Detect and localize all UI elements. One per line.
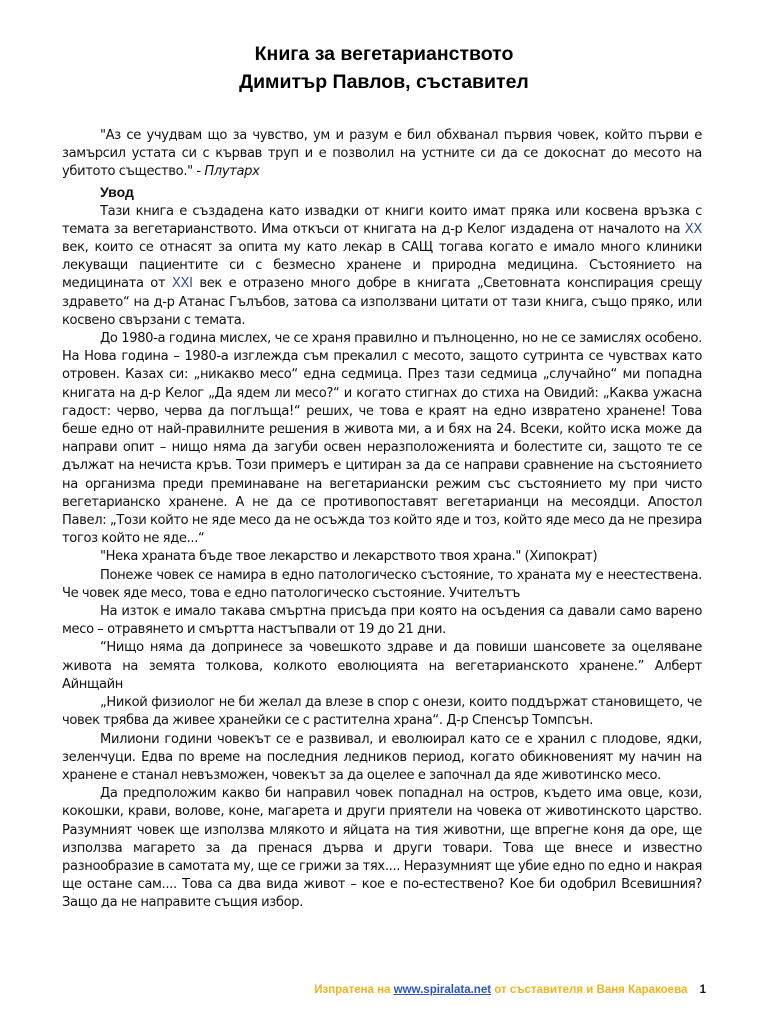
- document-subtitle: Димитър Павлов, съставител: [239, 71, 529, 93]
- paragraph-intro: [62, 203, 702, 330]
- paragraph-island: Да предположим какво би направил човек попаднал на остров, където има овце, кози, кокошки, крави, волове, коне, магарета и други приятели на човека от животинското царство. Разумният човек ще използва млякото и яйцата на тия животни, ще впрегне коня да оре, ще използва магарето за да пренася дърва и други товари. Това ще внесе и известно разнообразие в самотата му, ще се грижи за тях.... Неразумният ще убие едно по едно и накрая ще остане сам.... Това са два вида живот – кое е по-естествено? Кое би одобрил Всевишния? Защо да не направите същия избор.: [62, 786, 702, 911]
- document-title: Книга за вегетарианството: [254, 43, 514, 65]
- page-number: 1: [699, 984, 706, 996]
- section-heading: Увод: [100, 183, 134, 200]
- footer-suffix: от съставителя и Ваня Каракоева: [494, 984, 688, 996]
- footer-prefix: Изпратена на: [314, 984, 391, 996]
- page-footer: [314, 982, 706, 998]
- document-header: [0, 40, 768, 96]
- footer-website-link[interactable]: www.spiralata.net: [393, 984, 492, 996]
- paragraph-personal-story: До 1980-а година мислех, че се храня правилно и пълноценно, но не се замислях особено. На Нова година – 1980-а изглежда съм прекалил с месото, защото сутринта се чувствах като отровен. Казах си: „никакво месо“ една седмица. През тази седмица „случайно“ ми попадна книгата на д-р Келог „Да ядем ли месо?“ и когато стигнах до стиха на Овидий: „Каква ужасна гадост: черво, черва да поглъща!“ реших, че това е краят на едно извратено хранене! Това беше едно от най-правилните решения в живота ми, а и бях на 24. Всеки, който иска може да направи опит – нищо няма да загуби освен неразположенията и болестите си, защото те се дължат на нечиста кръв. Този примеръ е цитиран за да се направи сравнение на състоянието на организма преди преминаване на вегетариански режим със състоянието му при чисто вегетарианско хранене. А не да се противопоставят вегетарианци на месоядци. Апостол Павел: „Този който не яде месо да не осъжда тоз който яде и тоз, който яде месо да не презира тогоз който не яде...“: [62, 331, 702, 547]
- century-numeral: XX: [684, 221, 702, 237]
- paragraph-intro-part-2: век, които се отнасят за опита му като лекар в САЩ тогава когато е имало много клиники лекуващи пациентите си с безмесно хранене и природна медицина. Състоянието на медицината от: [62, 240, 702, 292]
- epigraph-author: Плутарх: [204, 164, 260, 180]
- document-body: [62, 127, 702, 913]
- paragraph-intro-part-3: век е отразено много добре в книгата „Световната конспирация срещу здравето“ на д-р Атанас Гълъбов, затова са използвани цитати от тази книга, също пряко, или косвено свързани с темата.: [62, 276, 702, 328]
- quote-hippocrates: "Нека храната бъде твое лекарство и лекарството твоя храна." (Хипократ): [100, 549, 598, 565]
- century-numeral: XXI: [171, 276, 193, 292]
- paragraph-death-sentence: На изток е имало такава смъртна присъда при която на осъдения са давали само варено месо – отравянето и смъртта настъпвали от 19 до 21 дни.: [62, 604, 702, 638]
- paragraph-evolution: Милиони години човекът се е развивал, и еволюирал като се е хранил с плодове, ядки, зеленчуци. Едва по време на последния ледников период, когато обикновеният му начин на хранене е станал невъзможен, човекът за да оцелее е започнал да яде животинско месо.: [62, 731, 702, 783]
- quote-thompson: „Никой физиолог не би желал да влезе в спор с онези, които поддържат становището, че човек трябва да живее хранейки се с растителна храна“. Д-р Спенсър Томпсън.: [62, 695, 702, 729]
- paragraph-intro-part-1: Тази книга е създадена като извадки от книги които имат пряка или косвена връзка с темата за вегетарианството. Има откъси от книгата на д-р Келог издадена от началото на: [62, 203, 702, 237]
- epigraph-text: "Аз се учудвам що за чувство, ум и разум е бил обхванал първия човек, който първи е замърсил устата си с кървав труп и е позволил на устните си да се докоснат до месото на убитото същество." -: [62, 128, 702, 180]
- epigraph: [62, 127, 702, 182]
- quote-einstein: “Нищо няма да допринесе за човешкото здраве и да повиши шансовете за оцеляване живота на земята толкова, колкото еволюцията на вегетарианското хранене.” Алберт Айнщайн: [62, 640, 702, 692]
- paragraph-pathological-state: Понеже човек се намира в едно патологическо състояние, то храната му е неестествена. Че човек яде месо, това е едно патологическо състояние. Учителътъ: [62, 567, 702, 601]
